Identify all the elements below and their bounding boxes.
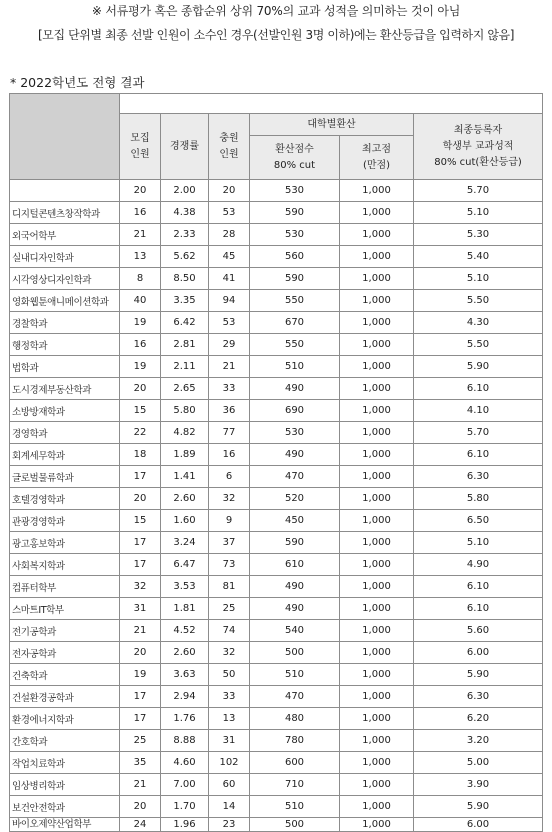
department-name: 스마트IT학부 <box>10 598 120 620</box>
quota-cell: 25 <box>120 730 161 752</box>
extra-cell: 77 <box>209 422 250 444</box>
competition-cell: 1.96 <box>161 818 209 832</box>
department-name: 행정학과 <box>10 334 120 356</box>
score-cell: 560 <box>250 246 340 268</box>
grade-cell: 6.10 <box>414 444 543 466</box>
table-row <box>10 510 543 532</box>
department-name: 경찰학과 <box>10 312 120 334</box>
department-name: 사회복지학과 <box>10 554 120 576</box>
grade-cell: 6.30 <box>414 466 543 488</box>
quota-cell: 15 <box>120 400 161 422</box>
extra-cell: 23 <box>209 818 250 832</box>
competition-cell: 1.60 <box>161 510 209 532</box>
competition-cell: 1.70 <box>161 796 209 818</box>
score-cell: 490 <box>250 378 340 400</box>
header-final-line1: 최종등록자 <box>453 124 503 136</box>
grade-cell: 6.30 <box>414 686 543 708</box>
competition-cell: 5.80 <box>161 400 209 422</box>
grade-cell: 5.40 <box>414 246 543 268</box>
extra-cell: 102 <box>209 752 250 774</box>
grade-cell: 5.50 <box>414 334 543 356</box>
department-name: 환경에너지학과 <box>10 708 120 730</box>
extra-cell: 74 <box>209 620 250 642</box>
header-converted-group: 대학별환산 <box>250 114 414 136</box>
table-row <box>10 400 543 422</box>
table-row <box>10 422 543 444</box>
competition-cell: 2.33 <box>161 224 209 246</box>
max-score-cell: 1,000 <box>340 356 414 378</box>
competition-cell: 4.52 <box>161 620 209 642</box>
max-score-cell: 1,000 <box>340 554 414 576</box>
extra-cell: 45 <box>209 246 250 268</box>
grade-cell: 4.30 <box>414 312 543 334</box>
grade-cell: 3.20 <box>414 730 543 752</box>
competition-cell: 3.35 <box>161 290 209 312</box>
max-score-cell: 1,000 <box>340 796 414 818</box>
max-score-cell: 1,000 <box>340 334 414 356</box>
department-name: 소방방재학과 <box>10 400 120 422</box>
grade-cell: 5.10 <box>414 268 543 290</box>
table-row <box>10 378 543 400</box>
table-row <box>10 246 543 268</box>
department-name: 보건안전학과 <box>10 796 120 818</box>
table-row <box>10 554 543 576</box>
department-name: 회계세무학과 <box>10 444 120 466</box>
score-cell: 510 <box>250 664 340 686</box>
header-extra-line2: 인원 <box>219 148 239 160</box>
extra-cell: 53 <box>209 312 250 334</box>
extra-cell: 20 <box>209 180 250 202</box>
header-max-line2: (만점) <box>362 159 391 171</box>
extra-cell: 73 <box>209 554 250 576</box>
department-name: 임상병리학과 <box>10 774 120 796</box>
header-quota <box>120 114 161 180</box>
score-cell: 520 <box>250 488 340 510</box>
quota-cell: 31 <box>120 598 161 620</box>
table-row <box>10 356 543 378</box>
competition-cell: 8.50 <box>161 268 209 290</box>
header-final-line3: 80% cut(환산등급) <box>434 156 522 168</box>
score-cell: 590 <box>250 202 340 224</box>
max-score-cell: 1,000 <box>340 818 414 832</box>
table-row <box>10 312 543 334</box>
competition-cell: 5.62 <box>161 246 209 268</box>
score-cell: 480 <box>250 708 340 730</box>
grade-cell: 5.00 <box>414 752 543 774</box>
competition-cell: 4.82 <box>161 422 209 444</box>
score-cell: 530 <box>250 422 340 444</box>
header-score-line2: 80% cut <box>273 159 316 171</box>
score-cell: 500 <box>250 642 340 664</box>
competition-cell: 8.88 <box>161 730 209 752</box>
competition-cell: 2.00 <box>161 180 209 202</box>
table-row <box>10 752 543 774</box>
grade-cell: 5.30 <box>414 224 543 246</box>
quota-cell: 16 <box>120 334 161 356</box>
department-name <box>10 180 120 202</box>
competition-cell: 3.24 <box>161 532 209 554</box>
table-row <box>10 598 543 620</box>
competition-cell: 6.47 <box>161 554 209 576</box>
competition-cell: 1.89 <box>161 444 209 466</box>
grade-cell: 5.60 <box>414 620 543 642</box>
extra-cell: 60 <box>209 774 250 796</box>
max-score-cell: 1,000 <box>340 686 414 708</box>
extra-cell: 16 <box>209 444 250 466</box>
department-name: 외국어학부 <box>10 224 120 246</box>
competition-cell: 4.60 <box>161 752 209 774</box>
competition-cell: 2.65 <box>161 378 209 400</box>
quota-cell: 8 <box>120 268 161 290</box>
department-name: 건설환경공학과 <box>10 686 120 708</box>
max-score-cell: 1,000 <box>340 576 414 598</box>
quota-cell: 21 <box>120 774 161 796</box>
score-cell: 540 <box>250 620 340 642</box>
extra-cell: 25 <box>209 598 250 620</box>
max-score-cell: 1,000 <box>340 290 414 312</box>
competition-cell: 1.76 <box>161 708 209 730</box>
header-competition: 경쟁률 <box>161 114 209 180</box>
table-row <box>10 268 543 290</box>
score-cell: 710 <box>250 774 340 796</box>
table-row <box>10 444 543 466</box>
grade-cell: 5.90 <box>414 796 543 818</box>
department-name: 시각영상디자인학과 <box>10 268 120 290</box>
admission-results-table <box>9 93 543 832</box>
table-row <box>10 466 543 488</box>
extra-cell: 13 <box>209 708 250 730</box>
table-row <box>10 620 543 642</box>
quota-cell: 17 <box>120 554 161 576</box>
score-cell: 490 <box>250 444 340 466</box>
table-row <box>10 664 543 686</box>
department-name: 경영학과 <box>10 422 120 444</box>
grade-cell: 6.10 <box>414 598 543 620</box>
competition-cell: 2.81 <box>161 334 209 356</box>
score-cell: 470 <box>250 466 340 488</box>
score-cell: 500 <box>250 818 340 832</box>
extra-cell: 21 <box>209 356 250 378</box>
header-extra <box>209 114 250 180</box>
quota-cell: 20 <box>120 642 161 664</box>
department-name: 바이오제약산업학부 <box>10 818 120 832</box>
table-row <box>10 576 543 598</box>
header-top-blank <box>120 94 543 114</box>
department-name: 글로벌물류학과 <box>10 466 120 488</box>
max-score-cell: 1,000 <box>340 466 414 488</box>
extra-cell: 14 <box>209 796 250 818</box>
competition-cell: 7.00 <box>161 774 209 796</box>
extra-cell: 29 <box>209 334 250 356</box>
quota-cell: 19 <box>120 356 161 378</box>
max-score-cell: 1,000 <box>340 598 414 620</box>
quota-cell: 17 <box>120 532 161 554</box>
table-row <box>10 334 543 356</box>
extra-cell: 37 <box>209 532 250 554</box>
section-title: * 2022학년도 전형 결과 <box>10 75 145 90</box>
notice-line-1: ※ 서류평가 혹은 종합순위 상위 70%의 교과 성적을 의미하는 것이 아님 <box>91 4 461 18</box>
score-cell: 550 <box>250 290 340 312</box>
quota-cell: 15 <box>120 510 161 532</box>
department-name: 건축학과 <box>10 664 120 686</box>
extra-cell: 32 <box>209 488 250 510</box>
grade-cell: 6.10 <box>414 576 543 598</box>
table-row <box>10 796 543 818</box>
max-score-cell: 1,000 <box>340 620 414 642</box>
quota-cell: 18 <box>120 444 161 466</box>
quota-cell: 20 <box>120 796 161 818</box>
table-row <box>10 686 543 708</box>
header-final-line2: 학생부 교과성적 <box>442 140 514 152</box>
grade-cell: 6.00 <box>414 818 543 832</box>
max-score-cell: 1,000 <box>340 246 414 268</box>
max-score-cell: 1,000 <box>340 708 414 730</box>
grade-cell: 3.90 <box>414 774 543 796</box>
quota-cell: 17 <box>120 708 161 730</box>
score-cell: 550 <box>250 334 340 356</box>
header-extra-line1: 충원 <box>219 132 239 144</box>
quota-cell: 21 <box>120 620 161 642</box>
extra-cell: 33 <box>209 378 250 400</box>
grade-cell: 5.90 <box>414 664 543 686</box>
header-final-group <box>414 114 543 180</box>
quota-cell: 40 <box>120 290 161 312</box>
grade-cell: 6.00 <box>414 642 543 664</box>
header-max-line1: 최고점 <box>362 143 391 155</box>
competition-cell: 1.81 <box>161 598 209 620</box>
table-row <box>10 730 543 752</box>
score-cell: 600 <box>250 752 340 774</box>
table-row <box>10 290 543 312</box>
extra-cell: 53 <box>209 202 250 224</box>
max-score-cell: 1,000 <box>340 268 414 290</box>
score-cell: 590 <box>250 532 340 554</box>
table-row <box>10 180 543 202</box>
competition-cell: 6.42 <box>161 312 209 334</box>
grade-cell: 6.20 <box>414 708 543 730</box>
table-row <box>10 708 543 730</box>
score-cell: 510 <box>250 356 340 378</box>
competition-cell: 1.41 <box>161 466 209 488</box>
extra-cell: 31 <box>209 730 250 752</box>
extra-cell: 9 <box>209 510 250 532</box>
department-name: 전자공학과 <box>10 642 120 664</box>
score-cell: 670 <box>250 312 340 334</box>
table-row <box>10 488 543 510</box>
extra-cell: 94 <box>209 290 250 312</box>
department-name: 호텔경영학과 <box>10 488 120 510</box>
grade-cell: 5.70 <box>414 180 543 202</box>
department-name: 컴퓨터학부 <box>10 576 120 598</box>
quota-cell: 20 <box>120 378 161 400</box>
max-score-cell: 1,000 <box>340 730 414 752</box>
quota-cell: 35 <box>120 752 161 774</box>
table-row <box>10 642 543 664</box>
extra-cell: 6 <box>209 466 250 488</box>
score-cell: 780 <box>250 730 340 752</box>
score-cell: 490 <box>250 576 340 598</box>
score-cell: 490 <box>250 598 340 620</box>
header-max-score <box>340 136 414 180</box>
competition-cell: 2.60 <box>161 488 209 510</box>
header-quota-line1: 모집 <box>130 132 150 144</box>
competition-cell: 3.53 <box>161 576 209 598</box>
quota-cell: 17 <box>120 466 161 488</box>
grade-cell: 5.80 <box>414 488 543 510</box>
max-score-cell: 1,000 <box>340 444 414 466</box>
grade-cell: 6.10 <box>414 378 543 400</box>
extra-cell: 50 <box>209 664 250 686</box>
score-cell: 470 <box>250 686 340 708</box>
notice-line-2: [모집 단위별 최종 선발 인원이 소수인 경우(선발인원 3명 이하)에는 환산등급을 입력하지 않음] <box>37 28 515 42</box>
quota-cell: 17 <box>120 686 161 708</box>
table-row <box>10 818 543 832</box>
extra-cell: 32 <box>209 642 250 664</box>
grade-cell: 5.10 <box>414 202 543 224</box>
quota-cell: 13 <box>120 246 161 268</box>
extra-cell: 41 <box>209 268 250 290</box>
department-name: 광고홍보학과 <box>10 532 120 554</box>
max-score-cell: 1,000 <box>340 400 414 422</box>
grade-cell: 4.90 <box>414 554 543 576</box>
quota-cell: 19 <box>120 664 161 686</box>
quota-cell: 20 <box>120 180 161 202</box>
quota-cell: 21 <box>120 224 161 246</box>
quota-cell: 16 <box>120 202 161 224</box>
competition-cell: 4.38 <box>161 202 209 224</box>
max-score-cell: 1,000 <box>340 312 414 334</box>
department-name: 법학과 <box>10 356 120 378</box>
quota-cell: 22 <box>120 422 161 444</box>
department-name: 간호학과 <box>10 730 120 752</box>
table-row <box>10 532 543 554</box>
grade-cell: 5.10 <box>414 532 543 554</box>
competition-cell: 2.94 <box>161 686 209 708</box>
quota-cell: 19 <box>120 312 161 334</box>
extra-cell: 81 <box>209 576 250 598</box>
max-score-cell: 1,000 <box>340 752 414 774</box>
grade-cell: 5.50 <box>414 290 543 312</box>
extra-cell: 36 <box>209 400 250 422</box>
competition-cell: 3.63 <box>161 664 209 686</box>
score-cell: 590 <box>250 268 340 290</box>
score-cell: 530 <box>250 180 340 202</box>
max-score-cell: 1,000 <box>340 488 414 510</box>
score-cell: 690 <box>250 400 340 422</box>
grade-cell: 5.70 <box>414 422 543 444</box>
max-score-cell: 1,000 <box>340 224 414 246</box>
department-name: 실내디자인학과 <box>10 246 120 268</box>
header-department-blank <box>10 94 120 180</box>
max-score-cell: 1,000 <box>340 510 414 532</box>
department-name: 디지털콘텐츠창작학과 <box>10 202 120 224</box>
header-quota-line2: 인원 <box>130 148 150 160</box>
table-row <box>10 774 543 796</box>
header-score <box>250 136 340 180</box>
competition-cell: 2.11 <box>161 356 209 378</box>
max-score-cell: 1,000 <box>340 774 414 796</box>
grade-cell: 4.10 <box>414 400 543 422</box>
score-cell: 530 <box>250 224 340 246</box>
grade-cell: 5.90 <box>414 356 543 378</box>
department-name: 관광경영학과 <box>10 510 120 532</box>
quota-cell: 24 <box>120 818 161 832</box>
grade-cell: 6.50 <box>414 510 543 532</box>
max-score-cell: 1,000 <box>340 202 414 224</box>
max-score-cell: 1,000 <box>340 378 414 400</box>
department-name: 도시경제부동산학과 <box>10 378 120 400</box>
department-name: 작업치료학과 <box>10 752 120 774</box>
max-score-cell: 1,000 <box>340 642 414 664</box>
score-cell: 610 <box>250 554 340 576</box>
table-row <box>10 202 543 224</box>
quota-cell: 20 <box>120 488 161 510</box>
competition-cell: 2.60 <box>161 642 209 664</box>
max-score-cell: 1,000 <box>340 180 414 202</box>
department-name: 전기공학과 <box>10 620 120 642</box>
score-cell: 510 <box>250 796 340 818</box>
max-score-cell: 1,000 <box>340 422 414 444</box>
score-cell: 450 <box>250 510 340 532</box>
extra-cell: 33 <box>209 686 250 708</box>
quota-cell: 32 <box>120 576 161 598</box>
table-row <box>10 224 543 246</box>
max-score-cell: 1,000 <box>340 532 414 554</box>
max-score-cell: 1,000 <box>340 664 414 686</box>
department-name: 영화웹툰애니메이션학과 <box>10 290 120 312</box>
extra-cell: 28 <box>209 224 250 246</box>
header-score-line1: 환산점수 <box>275 143 314 155</box>
